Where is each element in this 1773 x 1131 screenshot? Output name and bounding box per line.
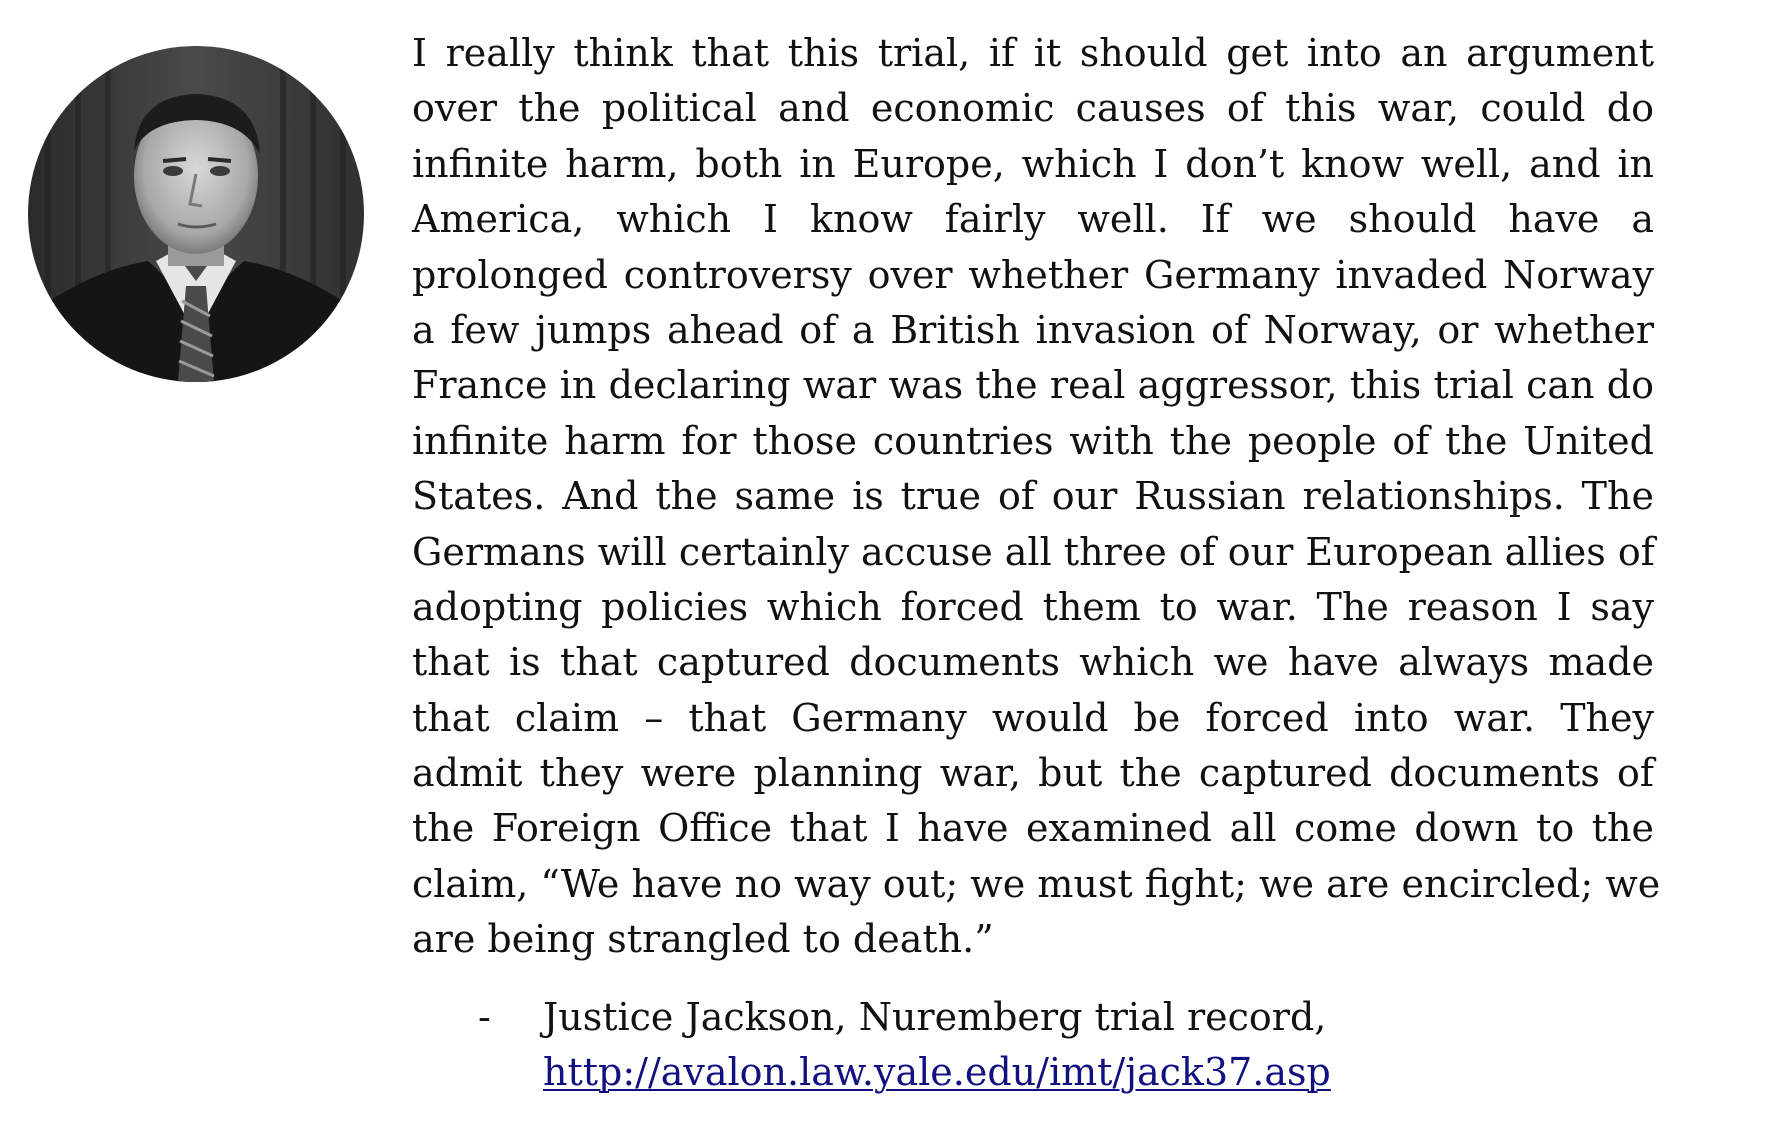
attribution-dash: -	[478, 995, 491, 1039]
quote-line: that claim – that Germany would be forced into war. They	[412, 695, 1654, 740]
quote-line: I really think that this trial, if it should get into an argument	[412, 31, 1654, 75]
quote-line: prolonged controversy over whether Germany invaded Norway	[412, 252, 1654, 297]
quote-line: admit they were planning war, but the captured documents of	[412, 751, 1654, 796]
quote-line: are being strangled to death.”	[412, 917, 994, 962]
quote-line: that is that captured documents which we have always made	[412, 640, 1654, 685]
quote-line: States. And the same is true of our Russian relationships. The	[412, 474, 1654, 519]
quote-line: adopting policies which forced them to war. The reason I say	[412, 584, 1654, 629]
quote-line: infinite harm, both in Europe, which I don’t know well, and in	[412, 141, 1654, 186]
quote-line: the Foreign Office that I have examined all come down to the	[412, 806, 1654, 851]
attribution-source: Justice Jackson, Nuremberg trial record,	[543, 995, 1327, 1039]
quote-line: America, which I know fairly well. If we should have a	[412, 197, 1654, 242]
source-link[interactable]: http://avalon.law.yale.edu/imt/jack37.asp	[543, 1050, 1331, 1094]
quote-line: Germans will certainly accuse all three of our European allies of	[412, 529, 1655, 574]
quote-line: over the political and economic causes of this war, could do	[412, 86, 1654, 131]
quote-text	[412, 26, 1661, 968]
quote-line: a few jumps ahead of a British invasion of Norway, or whether	[412, 307, 1654, 352]
quote-line: France in declaring war was the real aggressor, this trial can do	[412, 363, 1654, 408]
quote-line: infinite harm for those countries with the people of the United	[412, 418, 1654, 463]
portrait-photo	[28, 46, 364, 382]
quote-line: claim, “We have no way out; we must fight; we are encircled; we	[412, 861, 1661, 906]
